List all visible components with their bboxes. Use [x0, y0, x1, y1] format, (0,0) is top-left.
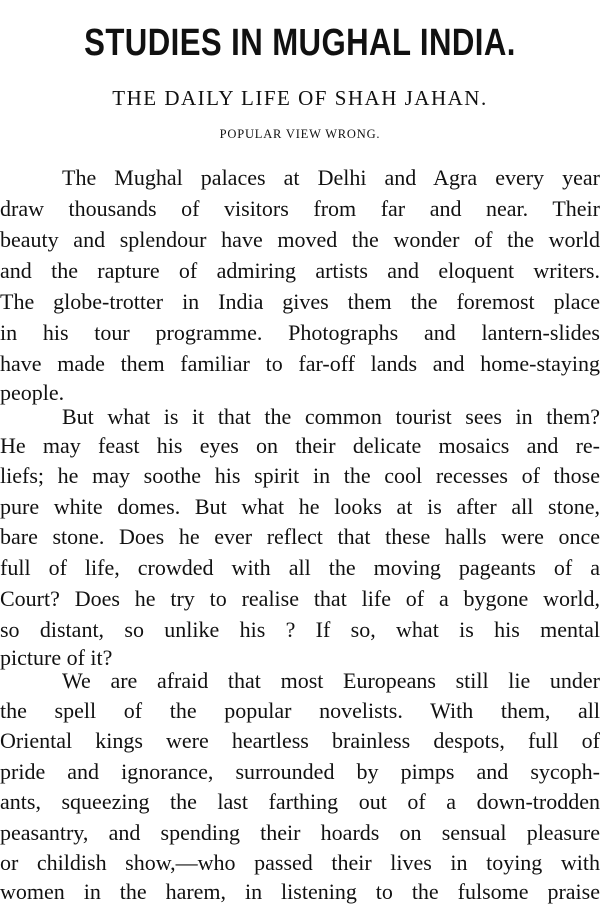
text-line: Oriental kings were heartless brainless despots, full of	[0, 728, 600, 753]
text-line: in his tour programme. Photographs and lantern-slides	[0, 320, 600, 345]
text-line: picture of it?	[0, 645, 113, 670]
text-line: so distant, so unlike his ? If so, what is his mental	[0, 617, 600, 642]
text-line: the spell of the popular novelists. With them, all	[0, 698, 600, 723]
text-line: The globe-trotter in India gives them the foremost place	[0, 289, 600, 314]
text-line: bare stone. Does he ever reflect that these halls were once	[0, 524, 600, 549]
text-line: pure white domes. But what he looks at is after all stone,	[0, 494, 600, 519]
text-line: beauty and splendour have moved the wonder of the world	[0, 227, 600, 252]
text-line: We are afraid that most Europeans still lie under	[62, 668, 600, 693]
text-line: peasantry, and spending their hoards on sensual pleasure	[0, 820, 600, 845]
text-line: liefs; he may soothe his spirit in the cool recesses of those	[0, 463, 600, 488]
text-line: and the rapture of admiring artists and eloquent writers.	[0, 258, 600, 283]
text-line: The Mughal palaces at Delhi and Agra every year	[62, 165, 600, 190]
text-line: or childish show,—who passed their lives in toying with	[0, 850, 600, 875]
text-line: people.	[0, 380, 65, 405]
chapter-subtitle: THE DAILY LIFE OF SHAH JAHAN.	[112, 86, 488, 110]
text-line: have made them familiar to far-off lands and home-staying	[0, 351, 600, 376]
text-line: But what is it that the common tourist sees in them?	[62, 404, 600, 429]
page-title: STUDIES IN MUGHAL INDIA.	[84, 22, 516, 64]
text-line: He may feast his eyes on their delicate mosaics and re-	[0, 433, 600, 458]
text-line: pride and ignorance, surrounded by pimps and sycoph-	[0, 759, 600, 784]
text-line: women in the harem, in listening to the fulsome praise	[0, 879, 600, 904]
text-line: Court? Does he try to realise that life of a bygone world,	[0, 586, 600, 611]
section-heading: POPULAR VIEW WRONG.	[219, 127, 381, 141]
text-line: ants, squeezing the last farthing out of a down-trodden	[0, 789, 600, 814]
text-line: draw thousands of visitors from far and near. Their	[0, 196, 600, 221]
text-line: full of life, crowded with all the moving pageants of a	[0, 555, 600, 580]
